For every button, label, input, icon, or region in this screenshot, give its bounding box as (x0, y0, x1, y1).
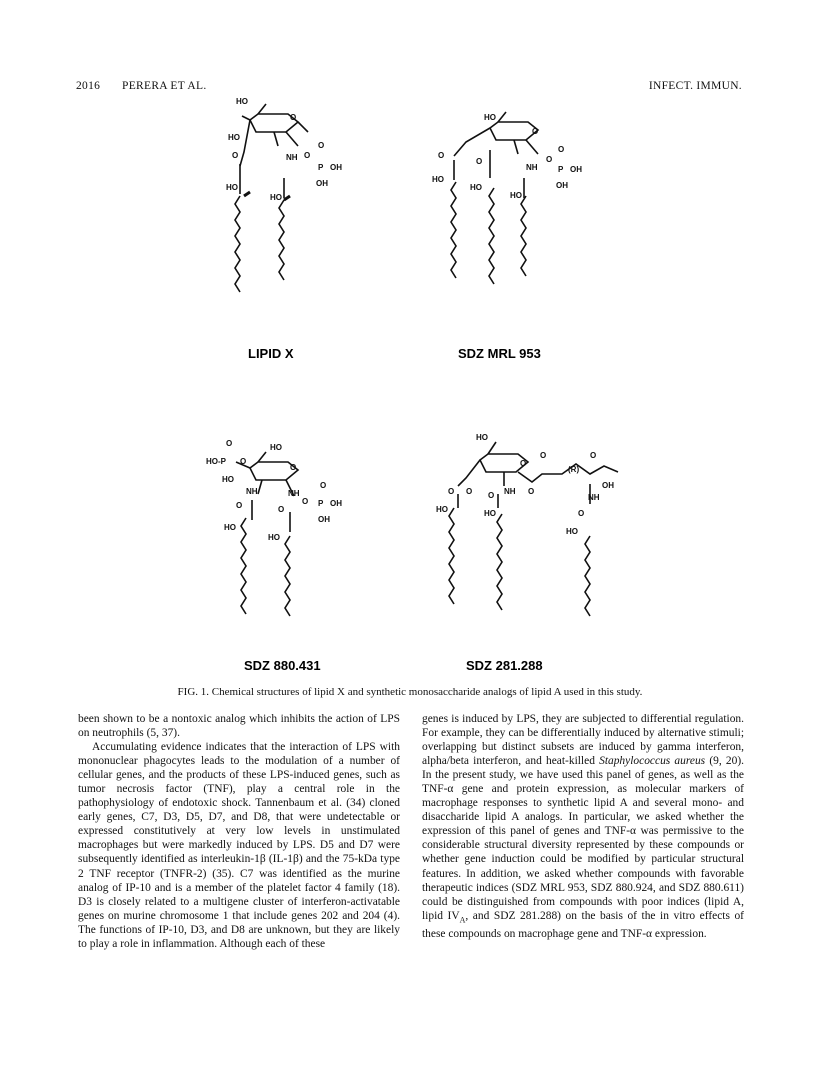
text-run: genes is induced by LPS, they are subjected to differential regulation. For example, they can be differentially induced by alternative stimuli; overlapping but distinct subsets are induced by gamma interferon, alpha/beta interferon, and heat-killed (422, 713, 744, 768)
svg-text:O: O (590, 451, 597, 460)
svg-text:O: O (318, 141, 325, 150)
structure-sdz-281-288 (449, 442, 618, 616)
svg-text:O: O (488, 491, 495, 500)
svg-text:P: P (318, 163, 324, 172)
svg-text:HO: HO (510, 191, 522, 200)
svg-text:(R): (R) (568, 465, 580, 474)
subscript: A (459, 914, 466, 924)
label-lipid-x: LIPID X (248, 346, 294, 361)
svg-text:HO: HO (476, 433, 488, 442)
text-run: (9, 20). In the present study, we have used this panel of genes, as well as the TNF-α gene and protein expression, as molecular markers of macrophage responses to synthetic lipid A and several mono- and disaccharide lipid A analogs. In particular, we asked whether the expression of this panel of genes and TNF-α was permissive to the considerable structural diversity represented by these compounds or whether gene induction could be modified by particular structural features. In addition, we asked whether compounds with favorable therapeutic indices (SDZ MRL 953, SDZ 880.924, and SDZ 880.611) could be distinguished from compounds with poor indices (lipid A, lipid IV (422, 755, 744, 922)
svg-text:O: O (290, 463, 297, 472)
svg-text:O: O (302, 497, 309, 506)
svg-text:HO-P: HO-P (206, 457, 226, 466)
svg-text:NH: NH (588, 493, 600, 502)
svg-text:OH: OH (570, 165, 582, 174)
species-name: Staphylococcus aureus (599, 755, 706, 768)
svg-text:OH: OH (316, 179, 328, 188)
paragraph: Accumulating evidence indicates that the interaction of LPS with mononuclear phagocytes leads to the modulation of a number of cellular genes, and the products of these LPS-induced genes, such as tumor necrosis factor (TNF), play a central role in the pathophysiology of endotoxic shock. Tannenbaum et al. (34) cloned early genes, C7, D3, D5, D7, and D8, that were undetectable or expressed constitutively at very low levels in unstimulated macrophages but were markedly induced by LPS. D5 and D7 were subsequently identified as interleukin-1β (IL-1β) and the 75-kDa type 2 TNF receptor (TNFR-2) (35). C7 was identified as the murine analog of IP-10 and is a member of the platelet factor 4 family (18). D3 is closely related to a multigene cluster of interferon-activatable genes on murine chromosome 1 that include genes 202 and 204 (4). The functions of IP-10, D3, and D8 are unknown, but they are likely to play a role in inflammation. Although each of these (78, 741, 400, 950)
svg-text:O: O (466, 487, 473, 496)
svg-text:OH: OH (602, 481, 614, 490)
svg-text:O: O (540, 451, 547, 460)
figure-caption: FIG. 1. Chemical structures of lipid X and synthetic monosaccharide analogs of lipid A used in this study. (177, 686, 643, 698)
svg-text:HO: HO (270, 193, 282, 202)
svg-text:O: O (240, 457, 247, 466)
paragraph: been shown to be a nontoxic analog which inhibits the action of LPS on neutrophils (5, 37). (78, 713, 400, 740)
svg-text:HO: HO (226, 183, 238, 192)
running-authors: PERERA ET AL. (122, 80, 207, 92)
svg-text:O: O (304, 151, 311, 160)
svg-text:HO: HO (484, 113, 496, 122)
structure-sdz-880-431 (236, 452, 298, 616)
journal-name: INFECT. IMMUN. (648, 80, 742, 92)
svg-text:OH: OH (330, 499, 342, 508)
svg-text:NH: NH (504, 487, 516, 496)
svg-text:NH: NH (526, 163, 538, 172)
svg-text:O: O (320, 481, 327, 490)
svg-text:O: O (290, 113, 297, 122)
svg-text:O: O (278, 505, 285, 514)
body-left-column (78, 712, 400, 951)
svg-text:O: O (232, 151, 239, 160)
svg-text:HO: HO (432, 175, 444, 184)
svg-text:HO: HO (484, 509, 496, 518)
svg-text:O: O (448, 487, 455, 496)
svg-text:O: O (226, 439, 233, 448)
svg-text:OH: OH (330, 163, 342, 172)
svg-text:O: O (476, 157, 483, 166)
svg-text:NH: NH (288, 489, 300, 498)
svg-text:O: O (532, 127, 539, 136)
structure-sdz-mrl-953 (451, 112, 538, 284)
svg-text:HO: HO (236, 97, 248, 106)
svg-text:HO: HO (224, 523, 236, 532)
svg-text:HO: HO (270, 443, 282, 452)
svg-text:OH: OH (318, 515, 330, 524)
body-right-column (422, 712, 744, 941)
page-number: 2016 (76, 80, 101, 92)
svg-text:NH: NH (246, 487, 258, 496)
svg-text:HO: HO (566, 527, 578, 536)
svg-text:O: O (578, 509, 585, 518)
svg-text:OH: OH (556, 181, 568, 190)
svg-text:O: O (520, 459, 527, 468)
svg-text:P: P (318, 499, 324, 508)
svg-text:NH: NH (286, 153, 298, 162)
svg-text:O: O (438, 151, 445, 160)
label-sdz-880-431: SDZ 880.431 (244, 658, 321, 673)
svg-text:O: O (558, 145, 565, 154)
svg-text:O: O (528, 487, 535, 496)
text-run: , and SDZ 281.288) on the basis of the in vitro effects of these compounds on macrophage gene and TNF-α expression. (422, 909, 744, 940)
sdz-880-431-atoms (206, 439, 342, 542)
svg-text:HO: HO (436, 505, 448, 514)
svg-text:O: O (236, 501, 243, 510)
svg-text:HO: HO (470, 183, 482, 192)
paragraph (422, 712, 744, 941)
sdz-281-288-atoms (436, 433, 614, 536)
label-sdz-281-288: SDZ 281.288 (466, 658, 543, 673)
svg-text:HO: HO (268, 533, 280, 542)
svg-text:O: O (546, 155, 553, 164)
label-sdz-mrl-953: SDZ MRL 953 (458, 346, 541, 361)
svg-text:HO: HO (222, 475, 234, 484)
sdz-mrl-953-atoms (432, 113, 582, 200)
svg-text:P: P (558, 165, 564, 174)
svg-text:HO: HO (228, 133, 240, 142)
